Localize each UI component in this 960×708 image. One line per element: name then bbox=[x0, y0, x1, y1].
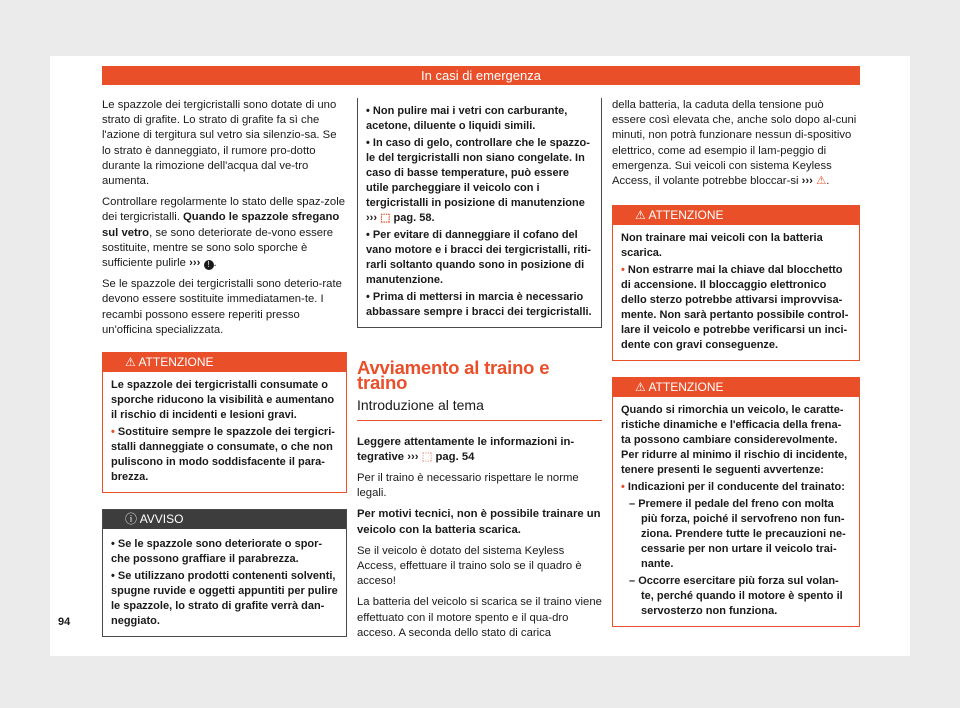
warning-box bbox=[102, 352, 347, 493]
notice-box bbox=[102, 509, 347, 637]
section-title: Avviamento al traino e traino bbox=[357, 357, 550, 394]
warning-header: ⚠ ATTENZIONE bbox=[613, 206, 859, 225]
notice-bullet: • Se le spazzole sono deteriorate o spor-che possono graffiare il parabrezza. bbox=[111, 538, 323, 566]
book-icon: ⬚ bbox=[421, 450, 433, 463]
warning-bullet: • Sostituire sempre le spazzole dei tergicri-stalli danneggiate o consumate, o che non puliscono in modo soddisfacente il para-brezza. bbox=[111, 426, 335, 484]
info-icon: ! bbox=[204, 260, 214, 270]
notice-bullet: • Se utilizzano prodotti contenenti solventi, spugne ruvide e oggetti appuntiti per pulire le spazzole, lo strato di grafite verrà dan-neggiato. bbox=[111, 570, 338, 628]
paragraph: Le spazzole dei tergicristalli sono dotate di uno strato di grafite. Lo strato di grafite fa sì che l'azione di tergitura sul vetro sia silenzio-sa. Se lo strato è danneggiato, il rumore pro-dotto durante la rimozione dell'acqua dal ve-tro aumenta. bbox=[102, 99, 337, 188]
page-number: 94 bbox=[58, 616, 71, 628]
warning-box bbox=[612, 377, 860, 627]
warning-header: ⚠ ATTENZIONE bbox=[613, 378, 859, 397]
warning-icon: ⚠ bbox=[816, 175, 827, 188]
warning-header: ⚠ ATTENZIONE bbox=[103, 353, 346, 372]
warning-subbullet: – Premere il pedale del freno con molta più forza, poiché il servofreno non fun-ziona. Prendere tutte le precauzioni ne-cessarie per non urtare il veicolo trai-nante. bbox=[629, 498, 846, 571]
warning-text: Le spazzole dei tergicristalli consumate o sporche riducono la visibilità e aumentano il rischio di incidenti e lesioni gravi. bbox=[111, 379, 335, 422]
paragraph: Se il veicolo è dotato del sistema Keyless Access, effettuare il traino solo se il quadro è acceso! bbox=[357, 544, 582, 588]
warning-box bbox=[612, 205, 860, 361]
cross-ref[interactable]: ››› bbox=[366, 212, 377, 224]
warning-icon: ⚠ bbox=[635, 208, 646, 223]
paragraph: Controllare regolarmente lo stato delle spaz-zole dei tergicristalli. Quando le spazzole sfregano sul vetro, se sono deteriorate de-vono essere sostituite, mentre se sono solo sporche è sufficiente pulirle ››› ! . bbox=[102, 196, 346, 270]
paragraph: Per il traino è necessario rispettare le norme legali. bbox=[357, 472, 579, 500]
paragraph: La batteria del veicolo si scarica se il traino viene effettuato con il motore spento e il qua-dro acceso. A seconda dello stato di carica bbox=[357, 596, 602, 639]
warning-bullet: • Non estrarre mai la chiave dal blocchetto di accensione. Il bloccaggio elettronico dello sterzo potrebbe attivarsi improvvisa-mente. Non sarà pertanto possibile control-lare il veicolo e potrebbe verificarsi un inci-dente con gravi conseguenze. bbox=[621, 264, 849, 352]
notice-bullet: • Non pulire mai i vetri con carburante, acetone, diluente o liquidi simili. bbox=[366, 105, 568, 132]
page-header: In casi di emergenza bbox=[102, 66, 860, 85]
warning-text: Non trainare mai veicoli con la batteria scarica. bbox=[621, 232, 823, 260]
cross-ref[interactable]: ››› bbox=[801, 175, 813, 188]
notice-box-continued bbox=[357, 98, 602, 328]
info-circle-icon: ⓘ bbox=[125, 512, 138, 527]
column-1 bbox=[102, 98, 347, 637]
subsection-title: Introduzione al tema bbox=[357, 398, 602, 420]
paragraph: Se le spazzole dei tergicristalli sono deterio-rate devono essere sostituite immediatamen-te. I recambi possono essere reperiti presso un'officina specializzata. bbox=[102, 278, 342, 336]
cross-ref[interactable]: ››› bbox=[189, 257, 201, 270]
book-icon: ⬚ bbox=[380, 212, 391, 224]
cross-ref[interactable]: ››› bbox=[407, 450, 419, 463]
paragraph: Leggere attentamente le informazioni in-tegrative ››› ⬚ pag. 54 bbox=[357, 435, 575, 463]
warning-subbullet: – Occorre esercitare più forza sul volan-te, perché quando il motore è spento il servosterzo non funziona. bbox=[629, 575, 843, 618]
column-3 bbox=[612, 98, 860, 627]
notice-header: ⓘ AVVISO bbox=[103, 510, 346, 529]
notice-bullet: • Prima di mettersi in marcia è necessario abbassare sempre i bracci dei tergicristalli. bbox=[366, 291, 592, 318]
page-ref[interactable]: pag. 54 bbox=[435, 450, 475, 463]
warning-icon: ⚠ bbox=[125, 355, 136, 370]
warning-bullet: • Indicazioni per il conducente del trainato: bbox=[621, 481, 845, 494]
column-2 bbox=[357, 98, 602, 647]
page-ref[interactable]: pag. 58 bbox=[393, 212, 432, 224]
warning-text: Quando si rimorchia un veicolo, le caratte-ristiche dinamiche e l'efficacia della frena-ta possono cambiare considerevolmente. Per ridurre al minimo il rischio di incidente, tenere presenti le seguenti avvertenze: bbox=[621, 404, 848, 477]
paragraph: Per motivi tecnici, non è possibile trainare un veicolo con la batteria scarica. bbox=[357, 508, 601, 536]
warning-icon: ⚠ bbox=[635, 380, 646, 395]
notice-bullet: • In caso di gelo, controllare che le spazzo-le del tergicristalli non siano congelate. In caso di basse temperature, può essere utile parcheggiare il veicolo con i tergicristalli in posizione di manutenzione ››› ⬚ pag. 58. bbox=[366, 137, 590, 224]
paragraph: della batteria, la caduta della tensione può essere così elevata che, anche solo dopo al-cuni minuti, non potrà funzionare nessun di-spositivo elettrico, come ad esempio il lam-peggio di emergenza. Sui veicoli con sistema Keyless Access, il volante potrebbe bloccar-si ››› ⚠. bbox=[612, 99, 857, 188]
notice-bullet: • Per evitare di danneggiare il cofano del vano motore e i bracci dei tergicristalli, riti-rarli soltanto quando sono in posizione di manutenzione. bbox=[366, 229, 591, 286]
